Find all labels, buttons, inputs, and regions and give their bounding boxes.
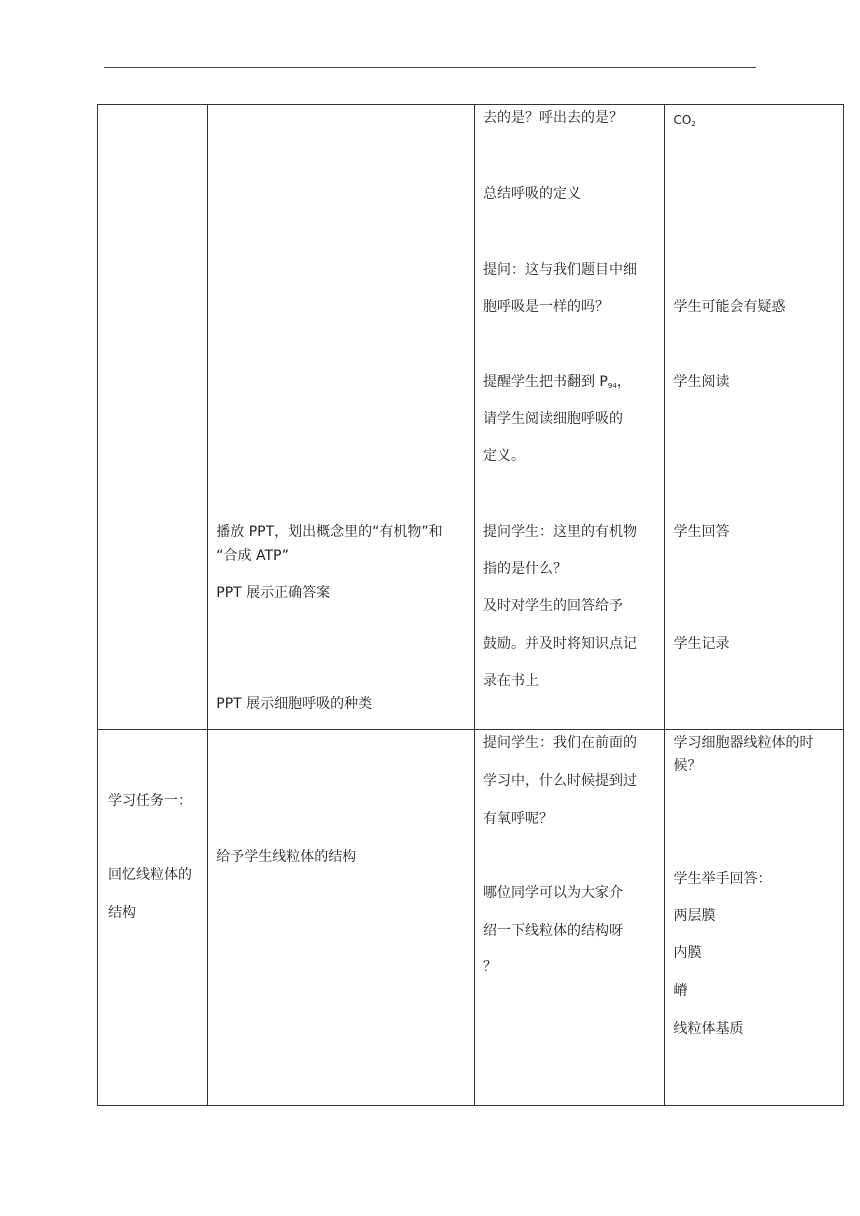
row1-stage-cell	[98, 105, 208, 730]
header-rule	[104, 67, 756, 68]
row2-student-answer-item: 线粒体基质	[673, 1021, 744, 1037]
summary-text: 总结呼吸的定义	[482, 186, 581, 202]
task-desc-line1: 回忆线粒体的	[108, 867, 192, 883]
row2-student-line2: 候？	[673, 758, 702, 774]
row1-teacher-ppt-cell	[208, 105, 475, 730]
task-desc-line2: 结构	[108, 905, 136, 921]
row2-student-line1: 学习细胞器线粒体的时	[673, 735, 814, 751]
feedback-text-line1: 及时对学生的回答给予	[482, 598, 623, 614]
feedback-text-line3: 录在书上	[482, 673, 539, 689]
ppt-highlight-text-line2: “合成 ATP”	[216, 548, 289, 564]
table-row	[98, 730, 844, 1106]
reminder-text-line2: 请学生阅读细胞呼吸的	[482, 411, 623, 427]
table-row	[98, 105, 844, 730]
question-text-line2: 胞呼吸是一样的吗？	[482, 299, 609, 315]
task-title-text: 学习任务一：	[108, 793, 192, 809]
student-doubt-text: 学生可能会有疑惑	[673, 299, 786, 315]
row2-intro-line3: ？	[482, 959, 497, 975]
feedback-text-line2: 鼓励。并及时将知识点记	[482, 636, 637, 652]
student-answer-text: 学生回答	[673, 524, 730, 540]
row2-question-line3: 有氧呼呢？	[482, 811, 553, 827]
row2-question-line1: 提问学生：我们在前面的	[482, 735, 637, 751]
row2-question-line2: 学习中，什么时候提到过	[482, 773, 637, 789]
mitochondria-structure-text: 给予学生线粒体的结构	[216, 849, 357, 865]
co2-text: $CO_2$	[673, 113, 696, 128]
ppt-highlight-text-line1: 播放 PPT，划出概念里的“有机物”和	[216, 524, 443, 540]
reminder-text-line1: 提醒学生把书翻到 $P_{94}$，	[482, 374, 631, 390]
reminder-text-line3: 定义。	[482, 448, 525, 464]
row2-teacher-ppt-cell	[208, 730, 475, 1106]
row2-stage-cell	[98, 730, 208, 1106]
teacher-question-text: 去的是？呼出去的是？	[482, 110, 623, 126]
row2-student-answer-item: 内膜	[673, 945, 702, 961]
student-record-text: 学生记录	[673, 636, 730, 652]
row2-student-activity-cell	[665, 730, 844, 1106]
ask-text-line1: 提问学生：这里的有机物	[482, 524, 637, 540]
ask-text-line2: 指的是什么？	[482, 561, 567, 577]
row2-intro-line1: 哪位同学可以为大家介	[482, 885, 623, 901]
question-text-line1: 提问：这与我们题目中细	[482, 262, 637, 278]
ppt-types-text: PPT 展示细胞呼吸的种类	[216, 696, 373, 712]
ppt-answer-text: PPT 展示正确答案	[216, 585, 331, 601]
student-read-text: 学生阅读	[673, 374, 730, 390]
row2-student-answer-label: 学生举手回答：	[673, 871, 772, 887]
row2-intro-line2: 绍一下线粒体的结构呀	[482, 923, 623, 939]
row1-teacher-activity-cell	[474, 105, 665, 730]
row2-student-answer-item: 嵴	[673, 983, 688, 999]
row2-student-answer-item: 两层膜	[673, 908, 716, 924]
row2-teacher-activity-cell	[474, 730, 665, 1106]
row1-student-activity-cell	[665, 105, 844, 730]
lesson-plan-table	[97, 104, 844, 1106]
